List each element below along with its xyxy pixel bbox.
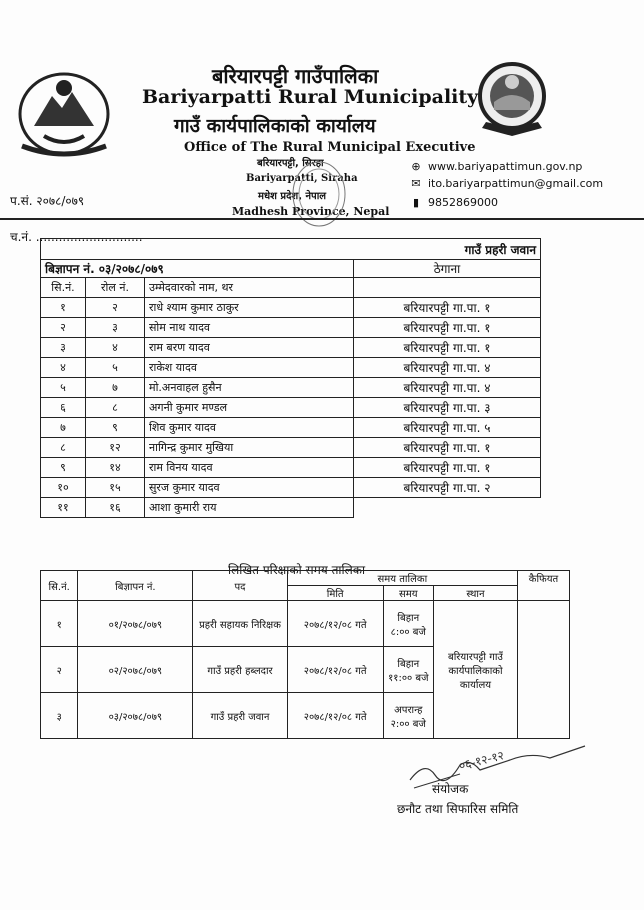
cell-sn: ९	[41, 458, 86, 478]
sch-time-period: बिहान	[397, 658, 420, 670]
cell-address: बरियारपट्टी गा.पा. १	[354, 338, 541, 358]
advert-number: बिज्ञापन नं. ०३/२०७८/०७९	[41, 260, 354, 278]
table-row	[41, 438, 541, 458]
candidate-table	[40, 238, 541, 518]
globe-icon: ⊕	[411, 160, 421, 173]
table-row	[41, 498, 541, 518]
sch-cell-advert: ०२/२०७८/०७९	[78, 647, 193, 693]
sch-header-timetable: समय तालिका	[287, 571, 517, 586]
sch-header-advert: बिज्ञापन नं.	[78, 571, 193, 601]
dispatch-number: च.नं. ............................	[10, 230, 143, 244]
cell-address: बरियारपट्टी गा.पा. १	[354, 458, 541, 478]
header-name: उम्मेदवारको नाम, थर	[145, 278, 354, 298]
cell-name: राम विनय यादव	[145, 458, 354, 478]
cell-address: बरियारपट्टी गा.पा. १	[354, 318, 541, 338]
sch-cell-time	[383, 647, 433, 693]
header-address-blank	[354, 278, 541, 298]
email-icon: ✉	[411, 177, 421, 190]
sch-cell-sn: १	[41, 601, 78, 647]
sch-cell-post: गाउँ प्रहरी हब्लदार	[193, 647, 287, 693]
sch-cell-advert: ०३/२०७८/०७९	[78, 693, 193, 739]
table-row	[41, 418, 541, 438]
sch-cell-time	[383, 601, 433, 647]
table-row	[41, 378, 541, 398]
table-header	[41, 278, 541, 298]
committee-name: छनौट तथा सिफारिस समिति	[397, 802, 519, 816]
cell-roll: २	[86, 298, 145, 318]
post-row	[41, 239, 541, 260]
cell-address: बरियारपट्टी गा.पा. १	[354, 438, 541, 458]
cell-roll: ३	[86, 318, 145, 338]
title-nepali: बरियारपट्टी गाउँपालिका	[212, 64, 379, 88]
address-nepali: बरियारपट्टी, सिरहा	[257, 158, 324, 169]
phone-row	[410, 196, 498, 209]
office-nepali: गाउँ कार्यपालिकाको कार्यालय	[174, 115, 376, 137]
cell-roll: १४	[86, 458, 145, 478]
cell-sn: १	[41, 298, 86, 318]
sch-header-sn: सि.नं.	[41, 571, 78, 601]
title-english: Bariyarpatti Rural Municipality	[142, 86, 479, 108]
header-roll: रोल नं.	[86, 278, 145, 298]
sch-cell-date: २०७८/१२/०८ गते	[287, 601, 383, 647]
cell-address: बरियारपट्टी गा.पा. ५	[354, 418, 541, 438]
sch-header-place: स्थान	[433, 586, 517, 601]
post-title: गाउँ प्रहरी जवान	[41, 239, 541, 260]
cell-roll: ७	[86, 378, 145, 398]
cell-sn: ४	[41, 358, 86, 378]
sch-header-post: पद	[193, 571, 287, 601]
table-row	[41, 298, 541, 318]
cell-roll: ४	[86, 338, 145, 358]
municipality-logo-icon	[472, 58, 552, 140]
cell-address: बरियारपट्टी गा.पा. २	[354, 478, 541, 498]
table-row	[41, 318, 541, 338]
province-english: Madhesh Province, Nepal	[232, 205, 390, 218]
sch-cell-date: २०७८/१२/०८ गते	[287, 693, 383, 739]
sch-cell-advert: ०१/२०७८/०७९	[78, 601, 193, 647]
cell-address: बरियारपट्टी गा.पा. ३	[354, 398, 541, 418]
sch-cell-sn: २	[41, 647, 78, 693]
cell-roll: ९	[86, 418, 145, 438]
reference-number: प.सं. २०७८/०७९	[10, 194, 85, 208]
schedule-header-top	[41, 571, 570, 586]
cell-address: बरियारपट्टी गा.पा. १	[354, 298, 541, 318]
website-text[interactable]: www.bariyapattimun.gov.np	[428, 160, 583, 173]
cell-name: शिव कुमार यादव	[145, 418, 354, 438]
advert-row	[41, 260, 541, 278]
address-english: Bariyarpatti, Siraha	[246, 173, 358, 184]
cell-sn: २	[41, 318, 86, 338]
table-row	[41, 358, 541, 378]
cell-name: नागिन्द्र कुमार मुखिया	[145, 438, 354, 458]
nepal-government-emblem-icon	[14, 66, 114, 158]
cell-name: आशा कुमारी राय	[145, 498, 354, 518]
sch-cell-remarks	[518, 601, 570, 739]
cell-sn: ५	[41, 378, 86, 398]
cell-sn: ८	[41, 438, 86, 458]
cell-name: राधे श्याम कुमार ठाकुर	[145, 298, 354, 318]
header-sn: सि.नं.	[41, 278, 86, 298]
sch-header-remarks: कैफियत	[518, 571, 570, 601]
cell-address: बरियारपट्टी गा.पा. ४	[354, 358, 541, 378]
sch-cell-post: प्रहरी सहायक निरिक्षक	[193, 601, 287, 647]
header-address: ठेगाना	[354, 260, 541, 278]
signature-date: ०६-१२-१२	[457, 748, 506, 773]
schedule-table	[40, 570, 570, 739]
table-row	[41, 458, 541, 478]
cell-name: अगनी कुमार मण्डल	[145, 398, 354, 418]
table-row	[41, 478, 541, 498]
cell-name: सोम नाथ यादव	[145, 318, 354, 338]
table-row	[41, 398, 541, 418]
cell-name: राकेश यादव	[145, 358, 354, 378]
table-row	[41, 338, 541, 358]
cell-name: सुरज कुमार यादव	[145, 478, 354, 498]
phone-text: 9852869000	[428, 196, 498, 209]
cell-address: बरियारपट्टी गा.पा. ४	[354, 378, 541, 398]
header-divider	[0, 218, 644, 220]
cell-name: मो.अनवाहल हुसैन	[145, 378, 354, 398]
cell-sn: ६	[41, 398, 86, 418]
coordinator-label: संयोजक	[432, 782, 469, 796]
cell-sn: १०	[41, 478, 86, 498]
cell-roll: १५	[86, 478, 145, 498]
sch-time-value: ११:०० बजे	[388, 672, 429, 684]
cell-sn: ११	[41, 498, 86, 518]
cell-name: राम बरण यादव	[145, 338, 354, 358]
sch-header-date: मिति	[287, 586, 383, 601]
cell-address	[354, 498, 541, 518]
sch-header-time: समय	[383, 586, 433, 601]
handwritten-signature-icon	[400, 730, 590, 792]
sch-time-value: ८:०० बजे	[390, 626, 426, 638]
sch-time-value: २:०० बजे	[390, 718, 426, 730]
cell-roll: १२	[86, 438, 145, 458]
website-row	[410, 160, 582, 173]
office-english: Office of The Rural Municipal Executive	[184, 140, 476, 155]
cell-roll: ५	[86, 358, 145, 378]
cell-roll: १६	[86, 498, 145, 518]
cell-sn: ७	[41, 418, 86, 438]
sch-cell-post: गाउँ प्रहरी जवान	[193, 693, 287, 739]
sch-cell-date: २०७८/१२/०८ गते	[287, 647, 383, 693]
email-text[interactable]: ito.bariyarpattimun@gmail.com	[428, 177, 604, 190]
cell-roll: ८	[86, 398, 145, 418]
sch-time-period: बिहान	[397, 612, 420, 624]
table-row	[41, 601, 570, 647]
phone-icon: ▮	[412, 196, 420, 209]
sch-time-period: अपरान्ह	[394, 704, 423, 716]
sch-cell-place: बरियारपट्टी गाउँ कार्यपालिकाको कार्यालय	[433, 601, 517, 739]
sch-cell-sn: ३	[41, 693, 78, 739]
email-row	[410, 177, 603, 190]
schedule-title: लिखित परिक्षाको समय तालिका	[228, 563, 366, 577]
cell-sn: ३	[41, 338, 86, 358]
province-nepali: मधेश प्रदेश, नेपाल	[258, 191, 327, 202]
